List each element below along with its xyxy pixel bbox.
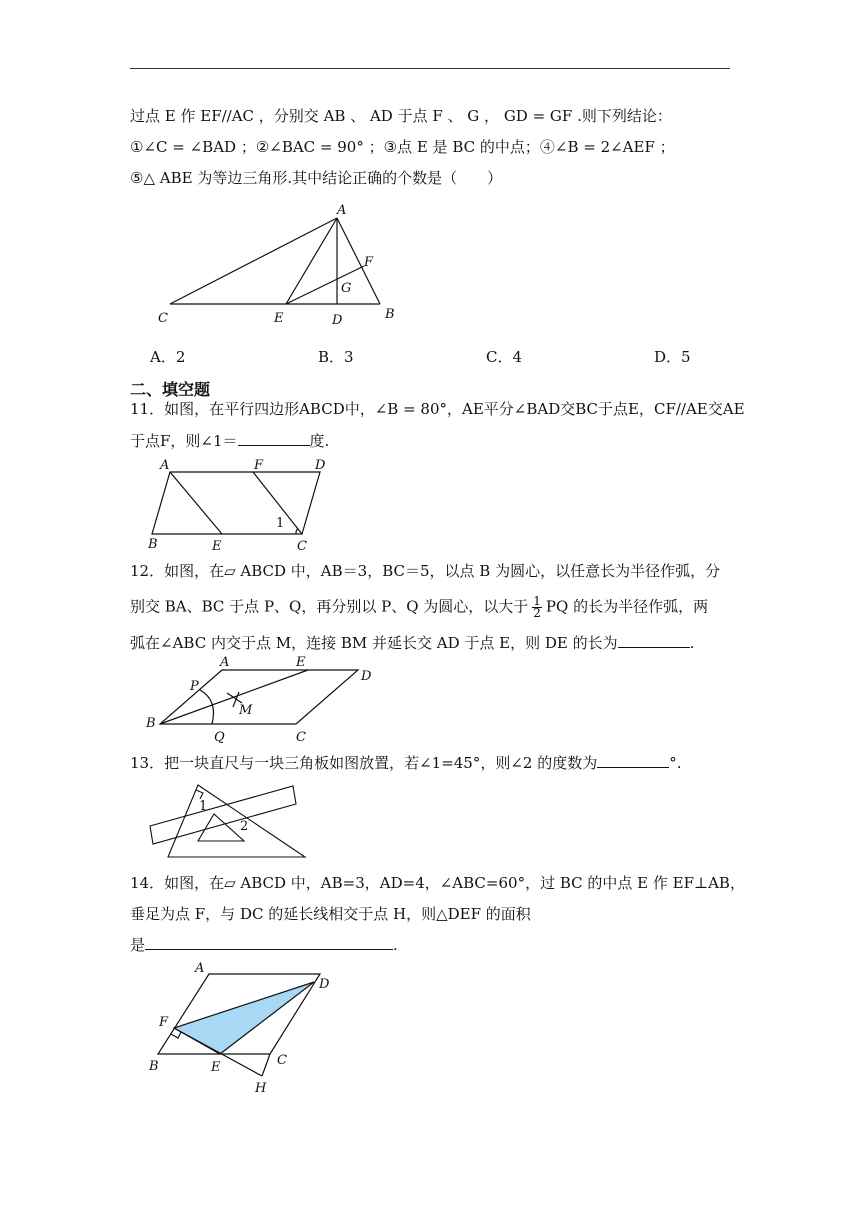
q12-line2-text: 别交 BA、BC 于点 P、Q，再分别以 P、Q 为圆心，以大于: [130, 597, 529, 616]
q12-label-p: P: [190, 679, 199, 694]
q10-label-f: F: [364, 255, 374, 270]
q12-label-m: M: [239, 703, 253, 718]
q11-label-b: B: [148, 537, 158, 552]
q10-option-d[interactable]: D．5: [654, 348, 691, 366]
q10-option-b[interactable]: B．3: [318, 348, 354, 366]
q10-option-c[interactable]: C．4: [486, 348, 523, 366]
q12-label-a: A: [220, 655, 230, 670]
q12-label-c: C: [296, 730, 306, 745]
q10-label-d: D: [332, 313, 343, 328]
q11-label-angle1: 1: [276, 516, 285, 531]
q14-line2: 垂足为点 F，与 DC 的延长线相交于点 H，则△DEF 的面积: [130, 905, 531, 923]
q10-label-a: A: [337, 203, 347, 218]
q12-label-d: D: [361, 669, 372, 684]
q10-label-b: B: [385, 307, 395, 322]
q14-label-b: B: [149, 1059, 159, 1074]
q10-line2: ①∠C = ∠BAD ；②∠BAC = 90° ；③点 E 是 BC 的中点；④∠B = 2∠AEF ；: [130, 138, 675, 156]
q12-line2-end: PQ 的长为半径作弧，两: [545, 597, 709, 616]
q12-line3-end: .: [689, 634, 695, 652]
q14-label-c: C: [277, 1053, 287, 1068]
q11-label-e: E: [212, 539, 222, 554]
q12-line1: 12．如图，在▱ ABCD 中，AB＝3，BC＝5，以点 B 为圆心，以任意长为半径作弧，分: [130, 562, 721, 580]
q12-frac-den: 2: [533, 606, 541, 620]
q14-line3-text: 是: [130, 936, 146, 954]
q12-label-q: Q: [214, 730, 225, 745]
q12-label-e: E: [296, 655, 306, 670]
q10-line3: ⑤△ ABE 为等边三角形.其中结论正确的个数是（ ）: [130, 169, 503, 187]
q14-label-e: E: [211, 1060, 221, 1075]
q13-label-angle2: 2: [240, 819, 249, 834]
q11-line1: 11．如图，在平行四边形ABCD中，∠B = 80°，AE平分∠BAD交BC于点E，CF//AE交AE: [130, 400, 745, 418]
q13-line1-end: °.: [669, 754, 682, 772]
q11-label-f: F: [254, 458, 264, 473]
q11-line2-end: 度.: [309, 432, 330, 450]
q10-label-e: E: [274, 311, 284, 326]
q14-label-f: F: [159, 1015, 169, 1030]
q10-option-a[interactable]: A．2: [150, 348, 186, 366]
q14-label-a: A: [195, 961, 205, 976]
q13-line1-text: 13．把一块直尺与一块三角板如图放置，若∠1=45°，则∠2 的度数为: [130, 754, 598, 772]
q12-frac-num: 1: [533, 594, 541, 608]
q11-line2-text: 于点F，则∠1＝: [130, 432, 238, 450]
q14-line3-end: .: [393, 936, 398, 954]
q13-label-angle1: 1: [199, 799, 208, 814]
q12-line3-text: 弧在∠ABC 内交于点 M，连接 BM 并延长交 AD 于点 E，则 DE 的长为: [130, 634, 618, 652]
q14-label-d: D: [319, 977, 330, 992]
q12-label-b: B: [146, 716, 156, 731]
q10-label-g: G: [341, 281, 352, 296]
q10-label-c: C: [158, 311, 168, 326]
q11-label-d: D: [315, 458, 326, 473]
q14-label-h: H: [255, 1081, 267, 1096]
q14-line1: 14．如图，在▱ ABCD 中，AB=3，AD=4，∠ABC=60°，过 BC 的中点 E 作 EF⊥AB，: [130, 874, 745, 892]
q11-label-c: C: [297, 539, 307, 554]
section-title: 二、填空题: [130, 380, 211, 399]
q10-line1: 过点 E 作 EF//AC ，分别交 AB 、 AD 于点 F 、 G ， GD = GF .则下列结论：: [130, 107, 672, 125]
q11-label-a: A: [160, 458, 170, 473]
